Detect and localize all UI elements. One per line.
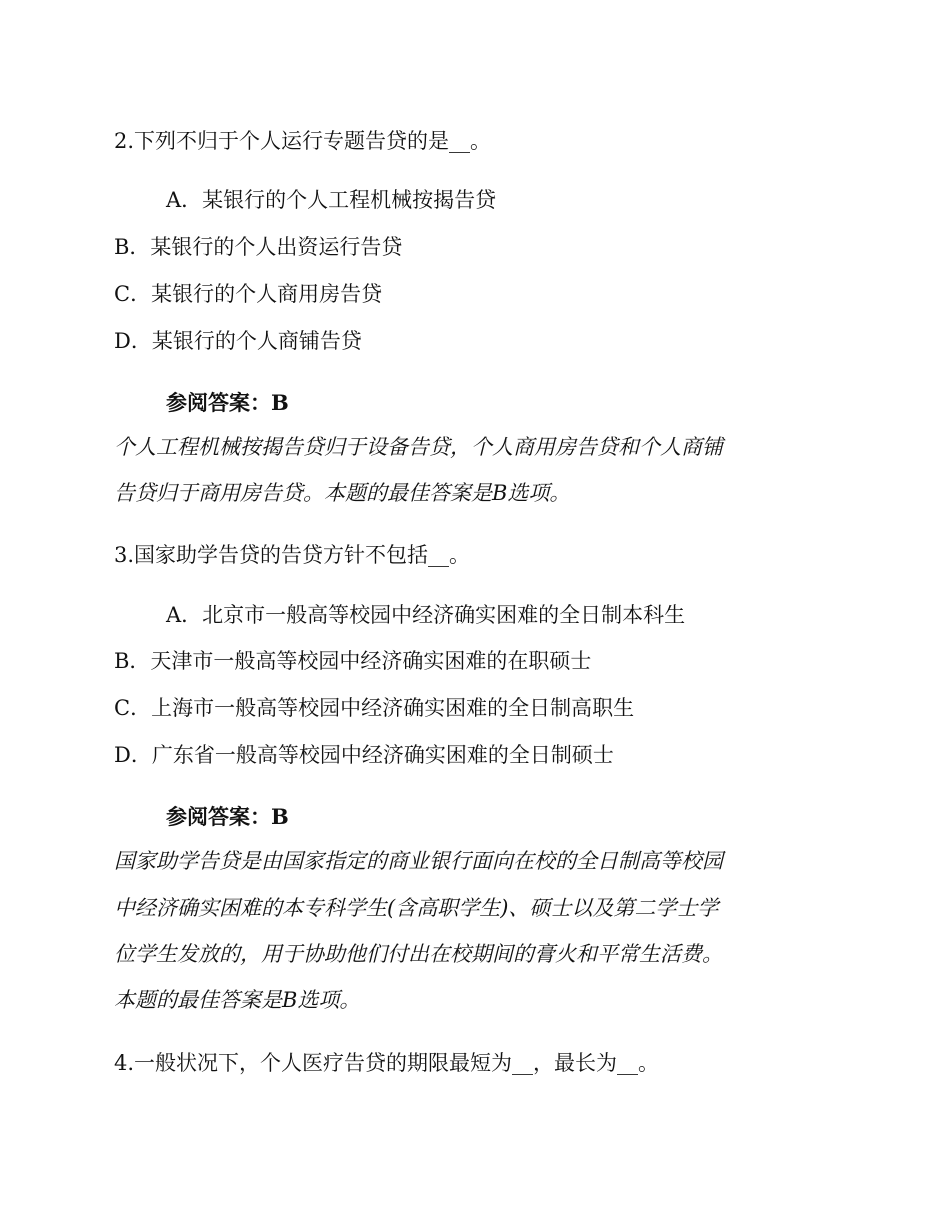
question-2-explanation-line-1: 个人工程机械按揭告贷归于设备告贷，个人商用房告贷和个人商铺 [114, 435, 723, 459]
question-3-stem: 3.国家助学告贷的告贷方针不包括__。 [114, 543, 471, 567]
question-3-explanation-line-1: 国家助学告贷是由国家指定的商业银行面向在校的全日制高等校园 [114, 849, 723, 873]
question-3-explanation-line-4: 本题的最佳答案是B选项。 [114, 988, 361, 1012]
question-3-option-c: C．上海市一般高等校园中经济确实困难的全日制高职生 [114, 696, 635, 720]
question-3-explanation-line-3: 位学生发放的，用于协助他们付出在校期间的膏火和平常生活费。 [114, 942, 723, 966]
question-3-option-a: A．北京市一般高等校园中经济确实困难的全日制本科生 [166, 603, 686, 627]
question-2-option-c: C．某银行的个人商用房告贷 [114, 282, 383, 306]
question-3-explanation-line-2: 中经济确实困难的本专科学生(含高职学生)、硕士以及第二学士学 [114, 896, 719, 920]
question-2-option-a: A．某银行的个人工程机械按揭告贷 [166, 188, 497, 212]
question-2-answer: 参阅答案：B [166, 390, 289, 415]
question-3-option-b: B．天津市一般高等校园中经济确实困难的在职硕士 [114, 649, 592, 673]
question-3-option-d: D．广东省一般高等校园中经济确实困难的全日制硕士 [114, 743, 614, 767]
question-3-answer: 参阅答案：B [166, 804, 289, 829]
question-2-stem: 2.下列不归于个人运行专题告贷的是__。 [114, 129, 492, 153]
question-2-option-b: B．某银行的个人出资运行告贷 [114, 235, 403, 259]
question-2-option-d: D．某银行的个人商铺告贷 [114, 329, 362, 353]
question-2-explanation-line-2: 告贷归于商用房告贷。本题的最佳答案是B选项。 [114, 481, 571, 505]
question-4-stem: 4.一般状况下，个人医疗告贷的期限最短为__，最长为__。 [114, 1051, 660, 1075]
